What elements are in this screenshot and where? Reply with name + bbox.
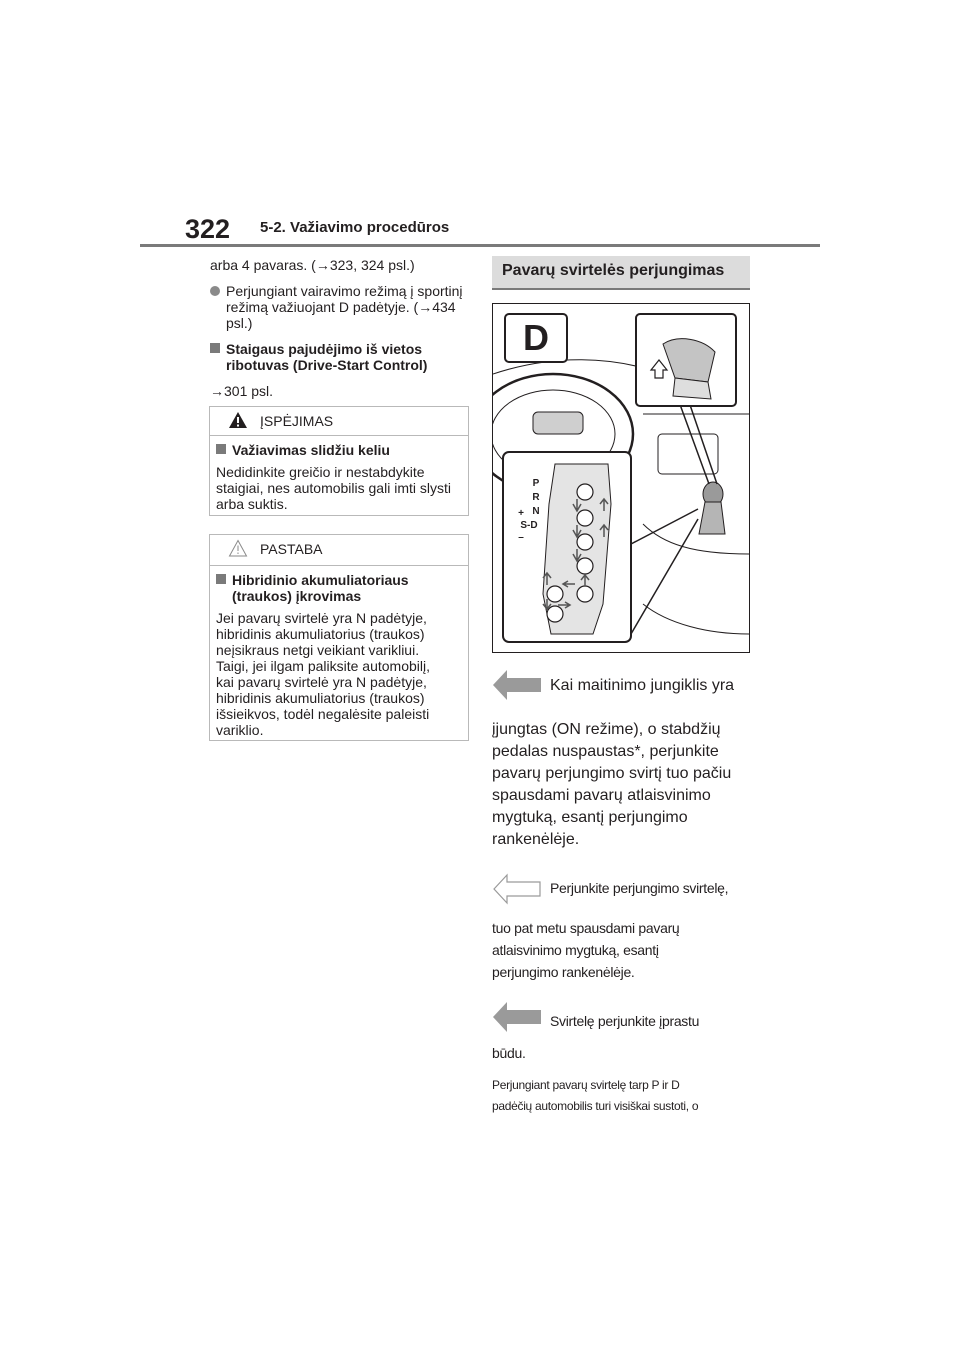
left-column — [210, 254, 470, 399]
shift-lever-drawing — [493, 304, 749, 652]
heading-drive-start: Staigaus pajudėjimo iš vietos ribotuvas (Drive-Start Control) — [210, 341, 470, 373]
notice-body: Hibridinio akumuliatoriaus (traukos) įkrovimas Jei pavarų svirtelė yra N padėtyje, hibridinis akumuliatorius (traukos) neįsikraus netgi veikiant varikliui. Taigi, jei ilgam paliksite automobilį, kai pavarų svirtelė yra N padėtyje, hibridinis akumuliatorius (traukos) išsieikvos, todėl negalėsite paleisti variklio. — [210, 566, 468, 738]
gate-p-label: P — [532, 478, 540, 489]
gate-minus-label: – — [518, 532, 524, 543]
section-banner: Pavarų svirtelės perjungimas — [492, 256, 750, 290]
page-number: 322 — [185, 214, 231, 244]
section-title: 5-2. Važiavimo procedūros — [260, 219, 450, 236]
gate-sd-label: S-D — [520, 520, 538, 531]
step3-first-line: Svirtelę perjunkite įprastu — [550, 1013, 700, 1029]
notice-title: PASTABA — [260, 541, 323, 557]
step1-text: įjungtas (ON režime), o stabdžių pedalas nuspaustas*, perjunkite pavarų perjungimo svirtį tuo pačiu spausdami pavarų atlaisvinimo mygtuką, esantį perjungimo rankenėlėje. — [492, 721, 732, 848]
step1-first-line: Kai maitinimo jungiklis yra — [550, 677, 735, 694]
warning-body: Važiavimas slidžiu keliu Nedidinkite greičio ir nestabdykite staigiai, nes automobilis gali imti slysti arba suktis. — [210, 436, 468, 512]
continued-text: arba 4 pavaras. (→323, 324 psl.) — [210, 257, 415, 273]
notice-title-row — [210, 535, 468, 566]
bullet-sport-mode: Perjungiant vairavimo režimą į sportinį režimą važiuojant D padėtyje. (→434 psl.) — [210, 283, 470, 331]
shift-lever-illustration — [492, 303, 750, 653]
step2-text: tuo pat metu spausdami pavarų atlaisvinimo mygtuką, esantį perjungimo rankenėlėje. — [492, 920, 680, 980]
drive-position-label: D — [523, 317, 549, 358]
square-bullet-icon — [210, 343, 220, 353]
header-rule — [140, 244, 820, 247]
warning-subheading: Važiavimas slidžiu keliu — [216, 442, 462, 458]
page-reference: →301 psl. — [210, 383, 274, 399]
shift-note: Perjungiant pavarų svirtelę tarp P ir D padėčių automobilis turi visiškai sustoti, o — [492, 1078, 699, 1113]
gate-r-label: R — [532, 492, 540, 503]
step-arrow-icon — [493, 668, 541, 702]
gate-plus-label: + — [518, 508, 524, 519]
step3-text: būdu. — [492, 1045, 526, 1061]
notice-subheading: Hibridinio akumuliatoriaus (traukos) įkrovimas — [216, 572, 462, 604]
notice-triangle-icon — [228, 539, 248, 557]
step-arrow-icon — [493, 872, 541, 906]
warning-box — [209, 406, 469, 516]
notice-box — [209, 534, 469, 741]
step-arrow-icon — [493, 1000, 541, 1034]
warning-title: ĮSPĖJIMAS — [260, 413, 334, 429]
square-bullet-icon — [216, 444, 226, 454]
warning-title-row — [210, 407, 468, 436]
warning-triangle-icon — [228, 411, 248, 429]
bullet-dot-icon — [210, 286, 220, 296]
step2-first-line: Perjunkite perjungimo svirtelę, — [550, 880, 729, 896]
square-bullet-icon — [216, 574, 226, 584]
gate-n-label: N — [532, 506, 540, 517]
